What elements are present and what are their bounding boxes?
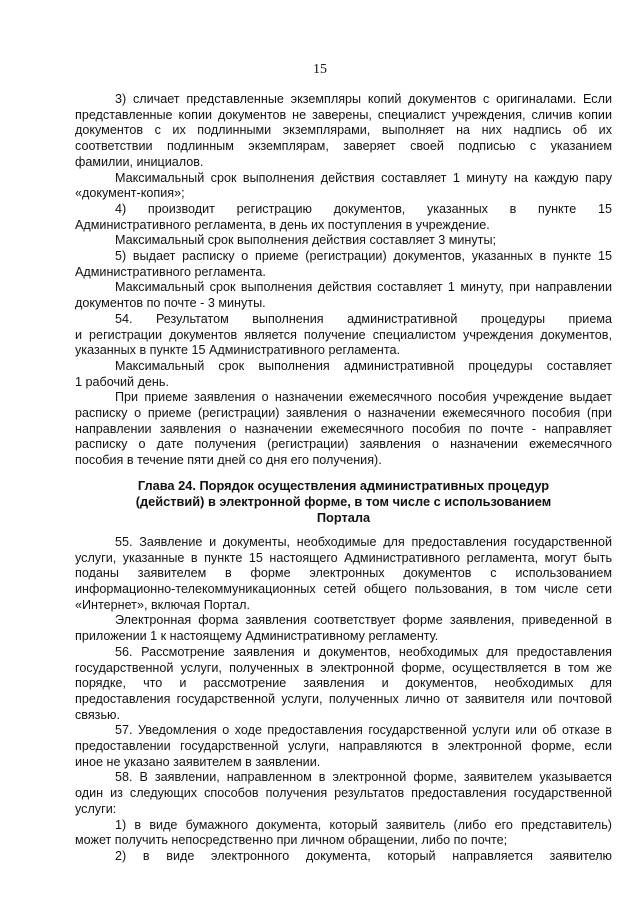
spacer bbox=[75, 526, 612, 535]
text-line: информационно-телекоммуникационных сетей общего пользования, в том числе сети bbox=[75, 581, 612, 596]
text-line: Административного регламента, в день их поступления в учреждение. bbox=[75, 217, 490, 232]
paragraph-p54-note bbox=[75, 390, 612, 469]
paragraph-p54-term bbox=[75, 359, 612, 390]
text-line: 2) в виде электронного документа, который направляется заявителю bbox=[115, 848, 612, 863]
text-line: поданы заявителем в форме электронных документов с использованием bbox=[75, 566, 612, 581]
paragraph-p54 bbox=[75, 312, 612, 359]
spacer bbox=[75, 469, 612, 478]
text-line: Максимальный срок выполнения административной процедуры составляет bbox=[115, 358, 612, 373]
text-line: 5) выдает расписку о приеме (регистрации) документов, указанных в пункте 15 bbox=[115, 249, 612, 264]
text-line: «Интернет», включая Портал. bbox=[75, 597, 250, 612]
text-line: представленные копии документов не заверены, специалист учреждения, сличив копии bbox=[75, 107, 612, 122]
chapter-heading bbox=[75, 478, 612, 526]
paragraph-p58 bbox=[75, 770, 612, 817]
paragraph-p4 bbox=[75, 202, 612, 233]
text-line: Административного регламента. bbox=[75, 264, 266, 279]
paragraph-p55 bbox=[75, 535, 612, 614]
text-line: расписку о дате получения (регистрации) заявления о назначении ежемесячного bbox=[75, 437, 612, 452]
text-line: порядке, что и рассмотрение заявления и документов, необходимых для bbox=[75, 676, 612, 691]
section-before-heading bbox=[75, 92, 612, 469]
paragraph-p58-1 bbox=[75, 818, 612, 849]
paragraph-p3-term bbox=[75, 171, 612, 202]
page-number: 15 bbox=[313, 62, 327, 77]
text-line: Максимальный срок выполнения действия составляет 3 минуты; bbox=[115, 233, 497, 248]
text-line: может получить непосредственно при личном обращении, либо по почте; bbox=[75, 833, 508, 848]
paragraph-p5 bbox=[75, 249, 612, 280]
chapter-heading-line: (действий) в электронной форме, в том числе с использованием bbox=[135, 493, 552, 509]
paragraph-p58-2 bbox=[75, 849, 612, 865]
text-line: Максимальный срок выполнения действия составляет 1 минуту, при направлении bbox=[115, 280, 612, 295]
text-line: расписку о приеме (регистрации) заявления о назначении ежемесячного пособия (при bbox=[75, 406, 612, 421]
text-line: 54. Результатом выполнения административной процедуры приема bbox=[115, 311, 612, 326]
text-line: предоставлении государственной услуги, направляются в электронной форме, если bbox=[75, 739, 612, 754]
text-line: услуги: bbox=[75, 801, 117, 816]
text-line: 3) сличает представленные экземпляры копий документов с оригиналами. Если bbox=[115, 92, 612, 106]
text-line: пособия в течение пяти дней со дня его получения). bbox=[75, 453, 382, 468]
text-line: 56. Рассмотрение заявления и документов, необходимых для предоставления bbox=[115, 644, 612, 659]
text-line: указанных в пункте 15 Административного регламента. bbox=[75, 343, 400, 358]
text-line: один из следующих способов получения результатов предоставления государственной bbox=[75, 786, 612, 801]
text-line: 55. Заявление и документы, необходимые для предоставления государственной bbox=[115, 534, 612, 549]
text-line: 4) производит регистрацию документов, указанных в пункте 15 bbox=[115, 201, 612, 216]
text-line: услуги, указанные в пункте 15 настоящего Административного регламента, могут быть bbox=[75, 550, 612, 565]
text-line: 1 рабочий день. bbox=[75, 374, 169, 389]
section-after-heading bbox=[75, 535, 612, 865]
text-line: При приеме заявления о назначении ежемесячного пособия учреждение выдает bbox=[115, 390, 612, 405]
text-line: документов по почте - 3 минуты. bbox=[75, 296, 266, 311]
text-line: приложении 1 к настоящему Административному регламенту. bbox=[75, 629, 439, 644]
chapter-heading-line: Портала bbox=[316, 509, 371, 525]
text-line: предоставления государственной услуги, полученных лично от заявителя или почтовой bbox=[75, 691, 612, 706]
paragraph-p57 bbox=[75, 723, 612, 770]
text-line: фамилии, инициалов. bbox=[75, 154, 204, 169]
chapter-heading-line: Глава 24. Порядок осуществления административных процедур bbox=[137, 477, 550, 493]
text-line: 57. Уведомления о ходе предоставления государственной услуги или об отказе в bbox=[115, 723, 612, 738]
text-line: связью. bbox=[75, 707, 120, 722]
text-line: иное не указано заявителем в заявлении. bbox=[75, 754, 321, 769]
paragraph-p55-form bbox=[75, 613, 612, 644]
text-line: Максимальный срок выполнения действия составляет 1 минуту на каждую пару bbox=[115, 170, 612, 185]
text-line: и регистрации документов является получение специалистом учреждения документов, bbox=[75, 327, 612, 342]
paragraph-p56 bbox=[75, 645, 612, 724]
text-line: соответствии подлинным экземплярам, заверяет своей подписью с указанием bbox=[75, 139, 612, 154]
document-body bbox=[75, 92, 612, 865]
text-line: документов с их подлинными экземплярами, выполняет на них надпись об их bbox=[75, 123, 612, 138]
text-line: государственной услуги, полученных в электронной форме, осуществляется в том же bbox=[75, 660, 612, 675]
text-line: направлении заявления о назначении ежемесячного пособия по почте - направляет bbox=[75, 421, 612, 436]
paragraph-p4-term bbox=[75, 233, 612, 249]
paragraph-p3 bbox=[75, 92, 612, 171]
text-line: «документ-копия»; bbox=[75, 186, 185, 201]
text-line: 58. В заявлении, направленном в электронной форме, заявителем указывается bbox=[115, 770, 612, 785]
paragraph-p5-term bbox=[75, 280, 612, 311]
text-line: 1) в виде бумажного документа, который заявитель (либо его представитель) bbox=[115, 817, 612, 832]
text-line: Электронная форма заявления соответствует форме заявления, приведенной в bbox=[115, 613, 612, 628]
